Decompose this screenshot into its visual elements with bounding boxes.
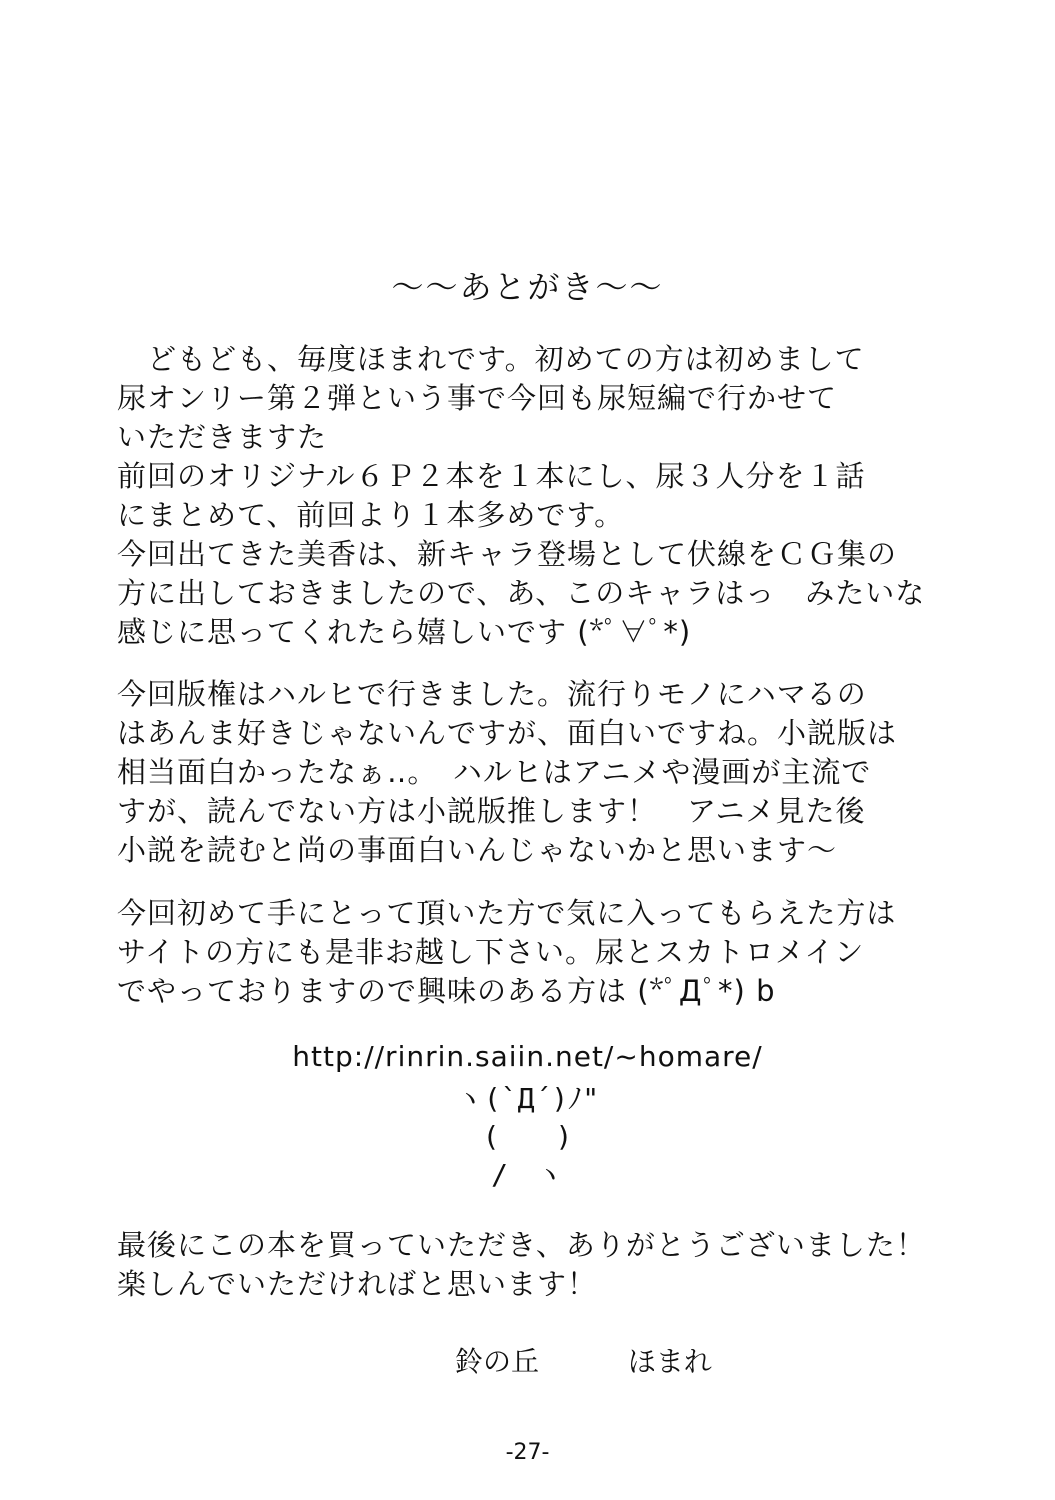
text-line: 尿オンリー第２弾という事で今回も尿短編で行かせて <box>117 381 838 415</box>
ascii-art-line: / ヽ <box>491 1158 564 1191</box>
text-line: どもども、毎度ほまれです。初めての方は初めまして <box>147 342 865 376</box>
text-line: でやっておりますので興味のある方は (*ﾟДﾟ*) b <box>117 974 776 1008</box>
author-name: ほまれ <box>627 1345 712 1378</box>
text-line: 相当面白かったなぁ‥。 ハルヒはアニメや漫画が主流で <box>117 755 872 789</box>
paragraph-intro <box>117 340 926 652</box>
text-line: 方に出しておきましたので、あ、このキャラはっ みたいな <box>117 576 926 610</box>
text-line: 最後にこの本を買っていただき、ありがとうございました！ <box>117 1228 926 1262</box>
text-line: 感じに思ってくれたら嬉しいです (*ﾟ∀ﾟ*) <box>117 615 692 649</box>
text-line: サイトの方にも是非お越し下さい。尿とスカトロメイン <box>117 935 865 969</box>
text-line: 今回初めて手にとって頂いた方で気に入ってもらえた方は <box>117 896 897 930</box>
signature <box>455 1340 712 1380</box>
text-line: いただきますた <box>117 420 328 454</box>
paragraph-site <box>117 894 917 1011</box>
ascii-art-line: ヽ(`Д´)ﾉ" <box>455 1082 600 1115</box>
text-line: すが、読んでない方は小説版推します！ アニメ見た後 <box>117 794 866 828</box>
page-title: 〜〜あとがき〜〜 <box>391 268 664 306</box>
page-number: -27- <box>505 1440 550 1465</box>
site-url: http://rinrin.saiin.net/~homare/ <box>292 1040 763 1073</box>
circle-name: 鈴の丘 <box>455 1345 540 1378</box>
text-line: 今回版権はハルヒで行きました。流行りモノにハマるの <box>117 677 867 711</box>
paragraph-copyright <box>117 675 917 870</box>
text-line: 小説を読むと尚の事面白いんじゃないかと思います〜 <box>117 833 838 867</box>
text-line: はあんま好きじゃないんですが、面白いですね。小説版は <box>117 716 898 750</box>
paragraph-closing <box>117 1226 926 1304</box>
text-line: にまとめて、前回より１本多めです。 <box>117 498 625 532</box>
text-line: 楽しんでいただければと思います！ <box>117 1267 598 1301</box>
ascii-art-line: ( ) <box>482 1120 573 1153</box>
text-line: 前回のオリジナル６Ｐ２本を１本にし、尿３人分を１話 <box>117 459 866 493</box>
text-line: 今回出てきた美香は、新キャラ登場として伏線をＣＧ集の <box>117 537 898 571</box>
